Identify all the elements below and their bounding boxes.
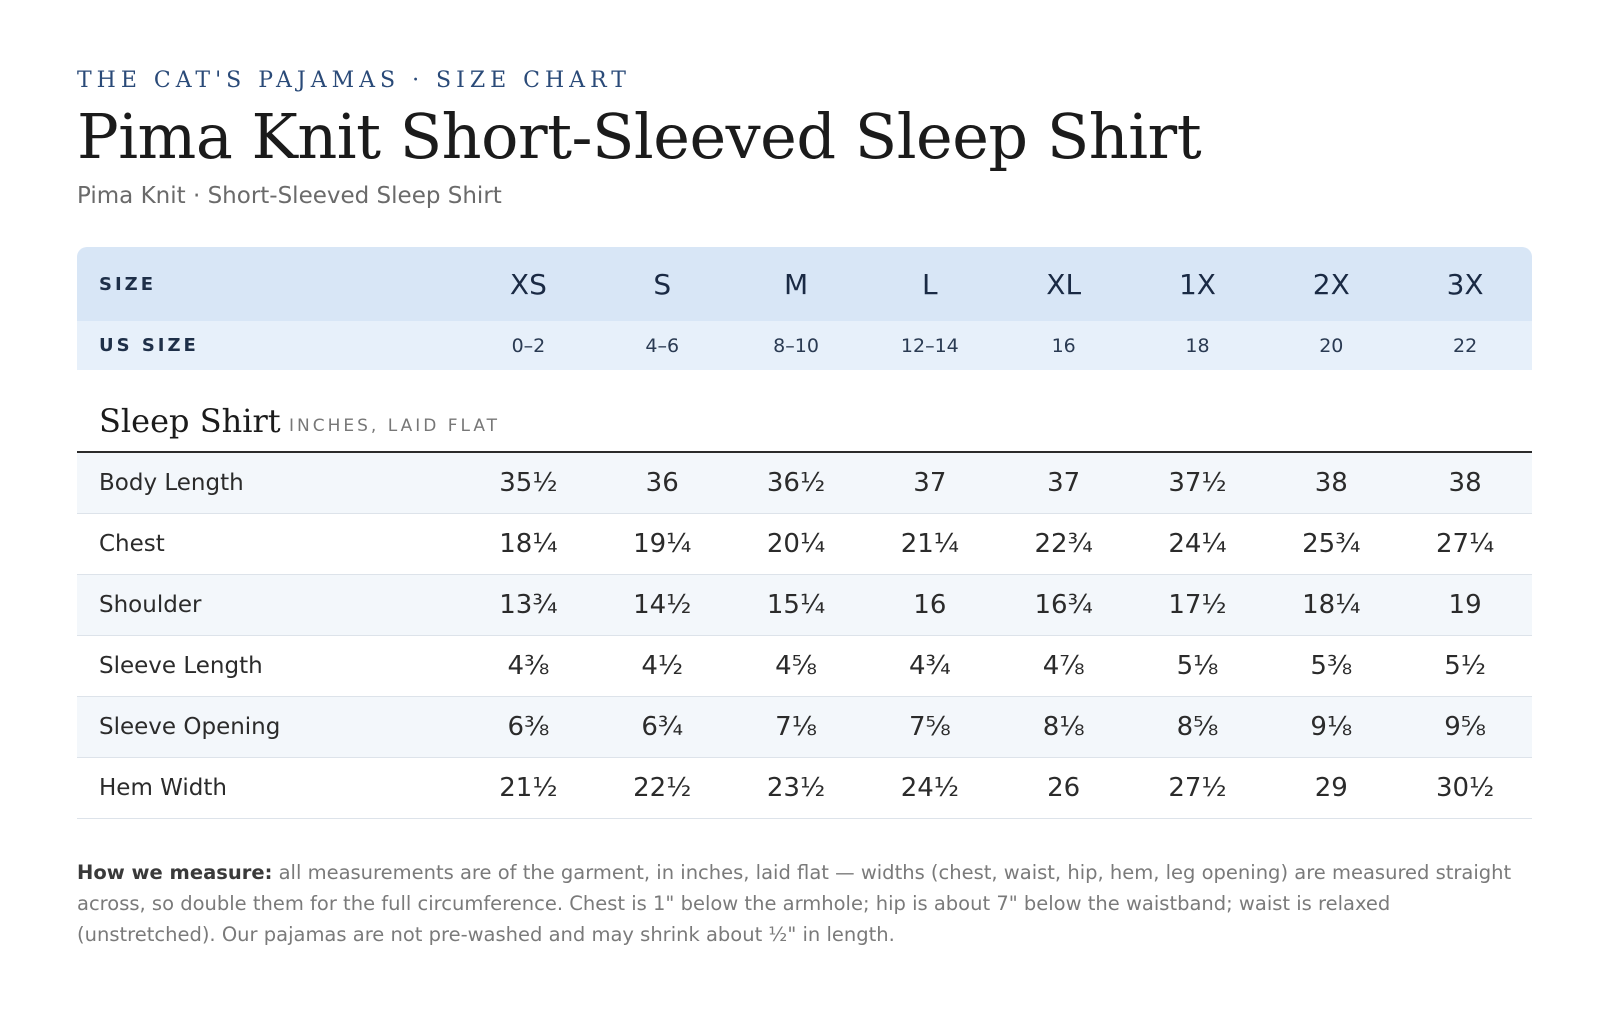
table-row (77, 697, 1532, 758)
measurement-value: 4⅝ (775, 651, 817, 681)
table-row (77, 758, 1532, 819)
brand-eyebrow: THE CAT'S PAJAMAS · SIZE CHART (77, 68, 631, 93)
measurement-value: 15¼ (766, 590, 826, 620)
measurement-value: 18¼ (499, 529, 558, 559)
table-row (77, 636, 1532, 697)
measurement-value: 27½ (1168, 773, 1227, 803)
size-header-cell: L (922, 267, 938, 301)
measure-note (77, 857, 1517, 950)
size-header-cell: XL (1046, 267, 1082, 301)
measurement-value: 9⅛ (1310, 712, 1353, 742)
measurement-value: 30½ (1435, 773, 1495, 803)
section-header (77, 398, 1532, 453)
measurement-value: 8⅛ (1042, 712, 1085, 742)
measurement-value: 8⅝ (1176, 712, 1219, 742)
measurement-value: 25¾ (1302, 529, 1361, 559)
size-header-cell: 1X (1178, 267, 1216, 301)
measurement-value: 5⅜ (1310, 651, 1353, 681)
measurement-table (77, 453, 1532, 819)
measurement-label: Sleeve Length (99, 653, 263, 679)
measurement-value: 19 (1448, 590, 1482, 620)
measurement-value: 20¼ (766, 529, 826, 559)
section-unit: INCHES, LAID FLAT (289, 416, 501, 436)
measurement-value: 24¼ (1168, 529, 1227, 559)
measurement-label: Hem Width (99, 775, 227, 801)
table-row (77, 514, 1532, 575)
measurement-value: 14½ (633, 590, 692, 620)
measurement-value: 29 (1314, 773, 1348, 803)
us-size-cell: 16 (1051, 334, 1076, 357)
measurement-value: 6¾ (641, 712, 684, 742)
size-header-label: SIZE (99, 273, 157, 295)
measurement-value: 37 (1047, 468, 1081, 498)
measurement-value: 17½ (1168, 590, 1227, 620)
table-row (77, 575, 1532, 636)
page-title: Pima Knit Short-Sleeved Sleep Shirt (77, 100, 1202, 173)
measurement-value: 4¾ (908, 651, 951, 681)
measurement-label: Shoulder (99, 592, 202, 618)
measurement-value: 22¾ (1034, 529, 1093, 559)
us-size-label: US SIZE (99, 335, 199, 356)
measurement-value: 38 (1314, 468, 1348, 498)
size-header-cell: 2X (1312, 267, 1350, 301)
measurement-value: 21½ (499, 773, 558, 803)
measurement-value: 36½ (766, 468, 826, 498)
measurement-value: 24½ (900, 773, 959, 803)
size-header-row (77, 247, 1532, 321)
measurement-value: 18¼ (1302, 590, 1361, 620)
measurement-value: 37 (913, 468, 947, 498)
measurement-value: 16 (913, 590, 947, 620)
us-size-cell: 20 (1319, 334, 1344, 357)
measurement-value: 16¾ (1034, 590, 1093, 620)
measurement-value: 21¼ (900, 529, 959, 559)
measurement-value: 5½ (1444, 651, 1486, 681)
us-size-row (77, 321, 1532, 370)
measurement-label: Chest (99, 531, 165, 557)
measurement-value: 4⅞ (1042, 651, 1085, 681)
us-size-cell: 12–14 (900, 334, 959, 357)
measurement-value: 6⅜ (507, 712, 550, 742)
us-size-cell: 0–2 (511, 334, 546, 357)
measurement-value: 13¾ (499, 590, 558, 620)
size-header-cell: S (653, 267, 672, 301)
measurement-value: 4½ (641, 651, 684, 681)
measurement-label: Body Length (99, 470, 244, 496)
us-size-cell: 4–6 (645, 334, 680, 357)
measurement-value: 4⅜ (507, 651, 550, 681)
table-row (77, 453, 1532, 514)
measure-note-text: all measurements are of the garment, in inches, laid flat — widths (chest, waist, hip, hem, leg opening) are measured straight across, so double them for the full circumference. Chest is 1" below the armhole; hip is about 7" below the waistband; waist is relaxed (unstretched). Our pajamas are not pre-washed and may shrink about ½" in length. (77, 861, 1512, 946)
us-size-cell: 18 (1185, 334, 1210, 357)
measurement-value: 38 (1448, 468, 1482, 498)
us-size-cell: 8–10 (773, 334, 819, 357)
measurement-label: Sleeve Opening (99, 714, 281, 740)
measurement-value: 27¼ (1435, 529, 1495, 559)
measurement-value: 36 (645, 468, 679, 498)
measurement-value: 19¼ (633, 529, 692, 559)
measurement-value: 37½ (1168, 468, 1227, 498)
measurement-value: 5⅛ (1176, 651, 1219, 681)
measurement-value: 22½ (633, 773, 692, 803)
size-header-cell: 3X (1446, 267, 1484, 301)
measurement-value: 9⅝ (1444, 712, 1486, 742)
measurement-value: 7⅝ (908, 712, 951, 742)
measurement-value: 7⅛ (775, 712, 817, 742)
size-header-cell: M (783, 267, 809, 301)
measure-note-lead: How we measure: (77, 861, 273, 884)
size-header-cell: XS (509, 267, 547, 301)
measurement-value: 23½ (766, 773, 826, 803)
page-subtitle: Pima Knit · Short-Sleeved Sleep Shirt (77, 183, 502, 209)
measurement-value: 26 (1047, 773, 1081, 803)
section-title: Sleep Shirt (99, 402, 281, 440)
measurement-value: 35½ (499, 468, 558, 498)
us-size-cell: 22 (1453, 334, 1478, 357)
